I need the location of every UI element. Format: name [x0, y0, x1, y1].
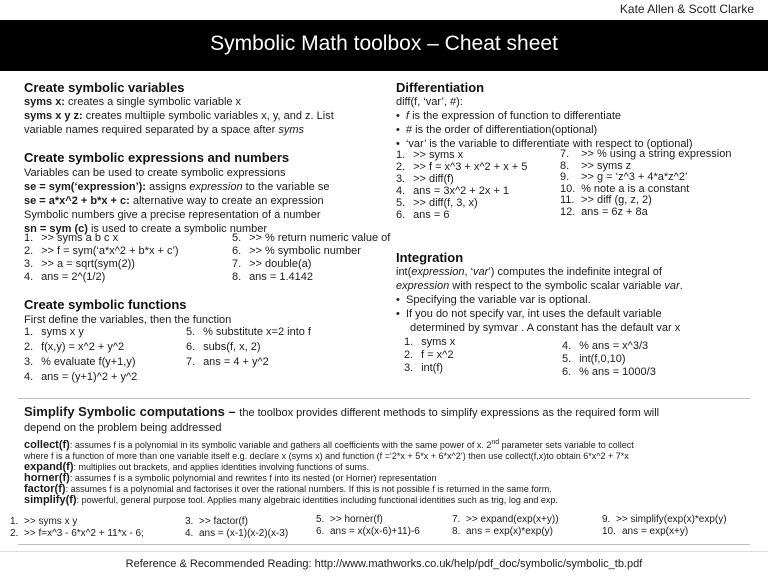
list-item: 3. >> a = sqrt(sym(2)): [24, 258, 135, 270]
bullet-item: • If you do not specify var, int uses the default variable: [396, 308, 662, 320]
section-create-expressions: [24, 150, 329, 236]
text-line: syms x y z: creates multiiple symbolic variables x, y, and z. List: [24, 110, 334, 122]
section-heading: Create symbolic variables: [24, 80, 185, 95]
section-heading: Simplify Symbolic computations – the toolbox provides different methods to simplify expressions as the required form will: [24, 404, 660, 419]
list-item: 5. >> horner(f): [316, 514, 383, 525]
list-item: 7. >> double(a): [232, 258, 312, 270]
list-item: 5. % substitute x=2 into f: [186, 326, 311, 338]
list-item: 4. ans = (y+1)^2 + y^2: [24, 371, 138, 383]
list-item: 3. % evaluate f(y+1,y): [24, 356, 136, 368]
code-list: [396, 149, 527, 221]
text-line: simplify(f): powerful, general purpose tool. Applies many algebraic identities including functional identities such as trig, log and exp.: [24, 494, 558, 506]
list-item: 2. >> f = x^3 + x^2 + x + 5: [396, 161, 528, 173]
list-item: 2. >> f = sym(‘a*x^2 + b*x + c’): [24, 245, 179, 257]
section-create-functions: [24, 297, 231, 327]
section-heading: Create symbolic expressions and numbers: [24, 150, 290, 165]
list-item: 9. >> g = ‘z^3 + 4*a*z^2’: [560, 171, 688, 183]
code-list: [24, 325, 137, 385]
list-item: 9. >> simplify(exp(x)*exp(y): [602, 514, 727, 525]
text-line: collect(f): assumes f is a polynomial in its symbolic variable and gathers all coefficients with the same power of x. 2nd parameter sets variable to collect: [24, 439, 634, 451]
section-create-variables: [24, 80, 334, 137]
footer-divider: [0, 551, 768, 552]
text-line: Variables can be used to create symbolic expressions: [24, 167, 286, 179]
code-list: [232, 232, 390, 284]
list-item: 7. ans = 4 + y^2: [186, 356, 269, 368]
bullet-item: • Specifying the variable var is optional.: [396, 294, 591, 306]
list-item: 3. >> diff(f): [396, 173, 454, 185]
list-item: 6. ans = 6: [396, 209, 450, 221]
reference-footer: Reference & Recommended Reading: http://www.mathworks.co.uk/help/pdf_doc/symbolic/symbolic_tb.pdf: [125, 558, 643, 570]
code-list: [24, 232, 179, 284]
text-line: diff(f, ‘var’, #):: [396, 96, 463, 108]
section-heading: Create symbolic functions: [24, 297, 187, 312]
list-item: 4. ans = (x-1)(x-2)(x-3): [185, 528, 289, 539]
list-item: 2. f = x^2: [404, 349, 454, 361]
bullet-item: • # is the order of differentiation(optional): [396, 124, 598, 136]
list-item: 7. >> % using a string expression: [560, 148, 732, 160]
simplify-text: [24, 403, 659, 506]
text-line: Symbolic numbers give a precise representation of a number: [24, 209, 321, 221]
list-item: 4. % ans = x^3/3: [562, 340, 649, 352]
bullet-item: • ‘var’ is the variable to differentiate with respect to (optional): [396, 138, 693, 150]
text-line: horner(f): assumes f is a symbolic polynomial and rewrites f into its nested (or Horner) representation: [24, 472, 437, 484]
code-list: [602, 514, 727, 538]
list-item: 6. >> % symbolic number: [232, 245, 361, 257]
page-title: Symbolic Math toolbox – Cheat sheet: [210, 32, 558, 55]
list-item: 8. ans = 1.4142: [232, 271, 313, 283]
code-list: [560, 149, 731, 218]
section-integration: [396, 250, 683, 335]
list-item: 5. >> % return numeric value of: [232, 232, 391, 244]
title-bar: [0, 20, 768, 71]
list-item: 8. ans = exp(x)*exp(y): [452, 526, 553, 537]
list-item: 6. ans = x(x(x-6)+11)-6: [316, 526, 420, 537]
list-item: 4. ans = 2^(1/2): [24, 271, 106, 283]
section-heading: Differentiation: [396, 80, 485, 95]
list-item: 11. >> diff (g, z, 2): [560, 194, 652, 206]
text-line: int(expression, ‘var’) computes the indefinite integral of: [396, 266, 662, 278]
text-line: expression with respect to the symbolic scalar variable var.: [396, 280, 683, 292]
text-line: expand(f): multiplies out brackets, and applies identities involving functions of sums.: [24, 461, 370, 473]
text-line: where f is a function of more than one variable itself e.g. declare x (syms x) and function (f =‘2*x + 5*x + 6*x^2’) then use collect(f,x)to obtain 6*x^2 + 7*x: [24, 451, 629, 461]
text-line: determined by symvar . A constant has the default var x: [410, 322, 681, 334]
text-line: se = sym(‘expression’): assigns expression to the variable se: [24, 181, 330, 193]
list-item: 2. f(x,y) = x^2 + y^2: [24, 341, 125, 353]
code-list: [10, 516, 144, 540]
list-item: 1. >> syms x y: [10, 516, 78, 527]
list-item: 6. subs(f, x, 2): [186, 341, 261, 353]
list-item: 10. ans = exp(x+y): [602, 526, 689, 537]
text-line: se = a*x^2 + b*x + c: alternative way to create an expression: [24, 195, 324, 207]
list-item: 5. >> diff(f, 3, x): [396, 197, 478, 209]
list-item: 2. >> f=x^3 - 6*x^2 + 11*x - 6;: [10, 528, 144, 539]
list-item: 6. % ans = 1000/3: [562, 366, 656, 378]
text-line: First define the variables, then the function: [24, 314, 232, 326]
list-item: 8. >> syms z: [560, 159, 632, 172]
list-item: 1. >> syms x: [396, 149, 464, 161]
section-differentiation: [396, 80, 693, 151]
list-item: 7. >> expand(exp(x+y)): [452, 514, 559, 525]
code-list: [404, 336, 455, 375]
list-item: 3. >> factor(f): [185, 516, 248, 527]
bullet-item: • f is the expression of function to differentiate: [396, 110, 622, 122]
text-line: depend on the problem being addressed: [24, 422, 222, 434]
list-item: 5. int(f,0,10): [562, 353, 626, 365]
list-item: 10. % note a is a constant: [560, 182, 690, 195]
list-item: 12. ans = 6z + 8a: [560, 205, 648, 218]
list-item: 3. int(f): [404, 362, 444, 374]
code-list: [452, 514, 559, 538]
authors: Kate Allen & Scott Clarke: [619, 2, 754, 16]
text-line: sn = sym (c) is used to create a symbolic number: [24, 223, 268, 235]
text-line: factor(f): assumes f is a polynomial and factorises it over the rational numbers. If this is not possible f is returned in the same form.: [24, 483, 552, 495]
code-list: [186, 325, 311, 370]
text-line: syms x: creates a single symbolic variable x: [24, 96, 242, 108]
code-list: [316, 514, 420, 538]
list-item: 1. syms x: [404, 336, 456, 348]
text-line: variable names required separated by a space after syms: [24, 124, 305, 136]
list-item: 4. ans = 3x^2 + 2x + 1: [396, 185, 510, 197]
list-item: 1. >> syms a b c x: [24, 232, 119, 244]
code-list: [185, 516, 288, 540]
list-item: 1. syms x y: [24, 326, 84, 338]
code-list: [562, 340, 656, 379]
section-heading: Integration: [396, 250, 464, 265]
